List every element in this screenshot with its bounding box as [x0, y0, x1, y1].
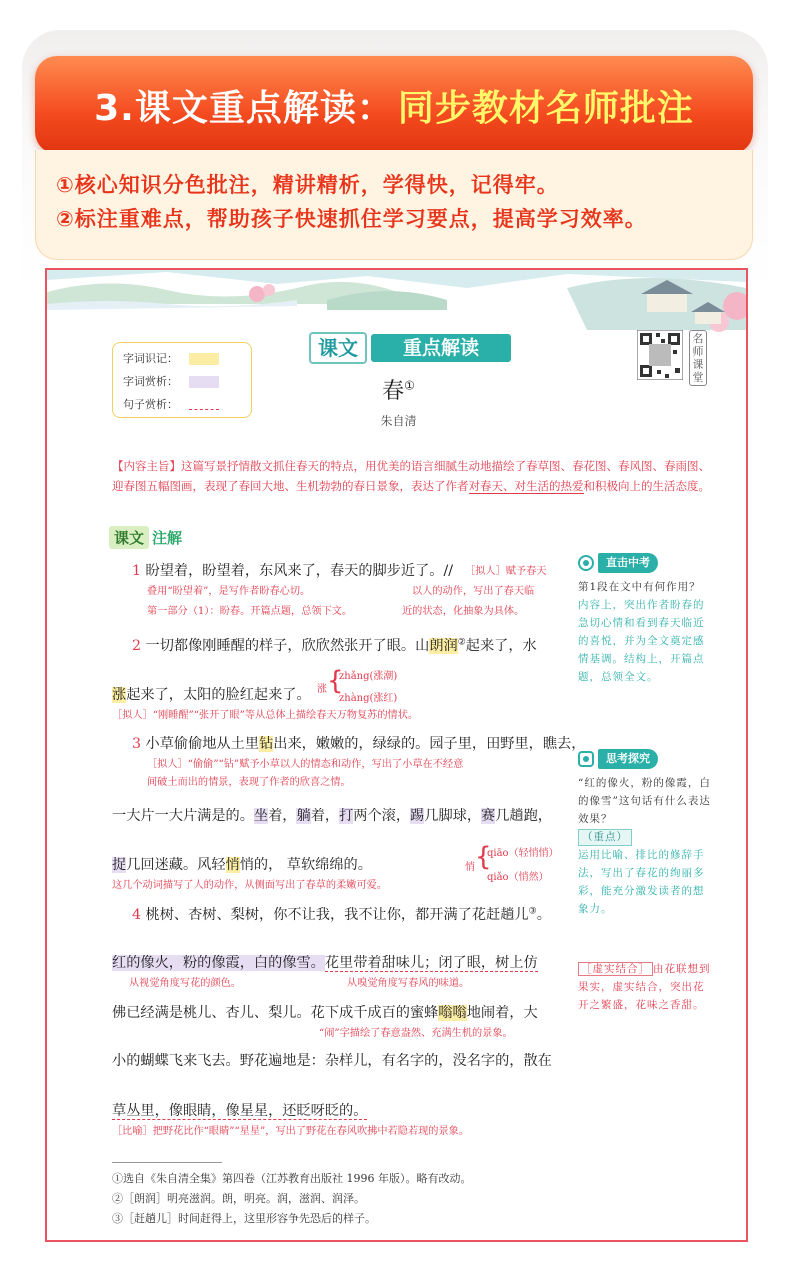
text-notes-heading: 课文 注解	[109, 526, 182, 548]
subtitle-box	[35, 150, 753, 260]
textbook-page	[45, 268, 748, 1242]
p2-note: ［拟人］“刚睡醒”“张开了眼”等从总体上描绘春天万物复苏的情状。	[112, 710, 419, 721]
legend-item-3: 句子赏析：	[123, 393, 251, 416]
paragraph-2-line-2: 涨起来了，太阳的脸红起来了。	[112, 687, 311, 703]
p1-note-3b: 近的状态，化抽象为具体。	[402, 606, 525, 617]
p4-note-2: “闹”字描绘了春意盎然、充满生机的景象。	[319, 1028, 513, 1039]
paragraph-4-line-2: 红的像火，粉的像霞，白的像雪。花里带着甜味儿；闭了眼，树上仿	[112, 955, 538, 971]
paragraph-3-line-1: 3 小草偷偷地从土里钻出来，嫩嫩的，绿绿的。园子里，田野里，瞧去，	[132, 736, 586, 752]
p4-note-1: 从视觉角度写花的颜色。	[129, 978, 242, 989]
content-summary: 【内容主旨】这篇写景抒情散文抓住春天的特点，用优美的语言细腻生动地描绘了春草图、春花图、春风图、春雨图、迎春图五幅图画，表现了春回大地、生机勃勃的春日景象，表达了作者对春天、对生活的热爱和积极向上的生活态度。	[112, 459, 710, 493]
p1-note-2: 叠用“盼望着”，是写作者盼春心切。	[147, 586, 311, 597]
footnote-2: ②［朗润］明亮滋润。朗，明亮。润，滋润、润泽。	[112, 1192, 365, 1205]
side-1-question: 第1段在文中有何作用？	[578, 581, 701, 593]
p3-note-2: 间破土而出的情景，表现了作者的欣喜之情。	[147, 777, 351, 788]
p4-note-1b: 从嗅觉角度写春风的味道。	[347, 978, 470, 989]
section-tab-kewen: 课文	[309, 332, 367, 364]
explore-icon	[578, 751, 594, 767]
paragraph-4-line-1: 4 桃树、杏树、梨树，你不让我，我不让你，都开满了花赶趟儿③。	[132, 906, 551, 923]
side-heading-2: 思考探究	[578, 750, 714, 768]
side-xushi-jiehe: ［虚实结合］ 由花联想到果实，虚实结合，突出花开之繁盛，花味之香甜。	[578, 963, 711, 1011]
side-2-question: “红的像火，粉的像霞，白的像雪”这句话有什么表达效果？	[578, 777, 711, 825]
p3-brace: {	[475, 842, 492, 872]
qr-label: 名师课堂	[689, 330, 707, 386]
legend-swatch-underline	[189, 406, 219, 410]
footnote-divider	[112, 1162, 222, 1163]
paragraph-1: 1 盼望着，盼望着，东风来了，春天的脚步近了。//	[132, 563, 454, 579]
author: 朱自清	[380, 414, 417, 428]
paragraph-4-line-5: 草丛里，像眼睛，像星星，还眨呀眨的。	[112, 1103, 368, 1119]
paragraph-2-line-1: 2 一切都像刚睡醒的样子，欣欣然张开了眼。山朗润②起来了，水	[132, 637, 537, 654]
footnote-1: ①选自《朱自清全集》第四卷（江苏教育出版社 1996 年版）。略有改动。	[112, 1172, 472, 1185]
target-icon	[578, 555, 594, 571]
paragraph-4-line-4: 小的蝴蝶飞来飞去。野花遍地是：杂样儿，有名字的，没名字的，散在	[112, 1053, 552, 1069]
side-heading-1: 直击中考	[578, 554, 714, 572]
subtitle-line-2: ②标注重难点，帮助孩子快速抓住学习要点，提高学习效率。	[56, 207, 647, 231]
p3-note-1: ［拟人］“偷偷”“钻”赋予小草以人的情态和动作，写出了小草在不经意	[147, 759, 464, 770]
page-title: 春①	[382, 378, 415, 404]
p3-pinyin-1: qiāo（轻悄悄）	[487, 848, 559, 859]
legend-swatch-yellow	[189, 353, 219, 365]
title-footnote-mark: ①	[404, 378, 415, 393]
footnote-3: ③［赶趟儿］时间赶得上，这里形容争先恐后的样子。	[112, 1212, 376, 1225]
side-1-answer: 内容上，突出作者盼春的急切心情和看到春天临近的喜悦，并为全文奠定感情基调。结构上，开篇点题，总领全文。	[578, 599, 705, 683]
section-title	[309, 332, 511, 366]
p3-note-3: 这几个动词描写了人的动作，从侧面写出了春草的柔嫩可爱。	[112, 880, 388, 891]
p2-brace-char: 涨	[317, 684, 327, 695]
paragraph-3-line-2: 一大片一大片满是的。坐着，躺着，打两个滚，踢几脚球，赛几趟跑，	[112, 808, 552, 824]
p2-brace: {	[327, 666, 344, 696]
qr-code-icon[interactable]	[637, 330, 683, 380]
header-banner	[35, 56, 753, 154]
banner-title-yellow: 同步教材名师批注	[397, 87, 694, 129]
p3-brace-char: 悄	[465, 862, 475, 873]
p1-note-3: 第一部分（1）：盼春。开篇点题，总领下文。	[147, 606, 353, 617]
p2-pinyin-2: zhàng(涨红)	[339, 693, 398, 704]
paragraph-4-line-3: 佛已经满是桃儿、杏儿、梨儿。花下成千成百的蜜蜂嗡嗡地闹着，大	[112, 1005, 538, 1021]
banner-title-white: 3.课文重点解读：	[94, 87, 394, 129]
subtitle-line-1: ①核心知识分色批注，精讲精析，学得快，记得牢。	[56, 173, 559, 197]
legend-item-1: 字词识记：	[123, 347, 251, 370]
side-zhiji-zhongkao	[578, 554, 714, 686]
side-sikao-tanjiu	[578, 750, 714, 918]
p3-pinyin-2: qiǎo（悄然）	[487, 872, 549, 883]
paragraph-3-line-3: 捉几回迷藏。风轻悄悄的， 草软绵绵的。	[112, 857, 372, 873]
legend-item-2: 字词赏析：	[123, 370, 251, 393]
section-tab-zhongdian: 重点解读	[371, 334, 511, 362]
side-2-answer: 运用比喻、排比的修辞手法，写出了春花的绚丽多彩，能充分激发读者的想象力。	[578, 849, 705, 915]
p1-note-1: ［拟人］赋予春天	[465, 566, 547, 577]
p2-pinyin-1: zhǎng(涨潮)	[339, 671, 398, 682]
p4-note-3: ［比喻］把野花比作“眼睛”“星星”，写出了野花在春风吹拂中若隐若现的景象。	[112, 1126, 470, 1137]
p1-note-2b: 以人的动作，写出了春天临	[412, 586, 535, 597]
side-2-tag: （重点）	[578, 829, 632, 846]
